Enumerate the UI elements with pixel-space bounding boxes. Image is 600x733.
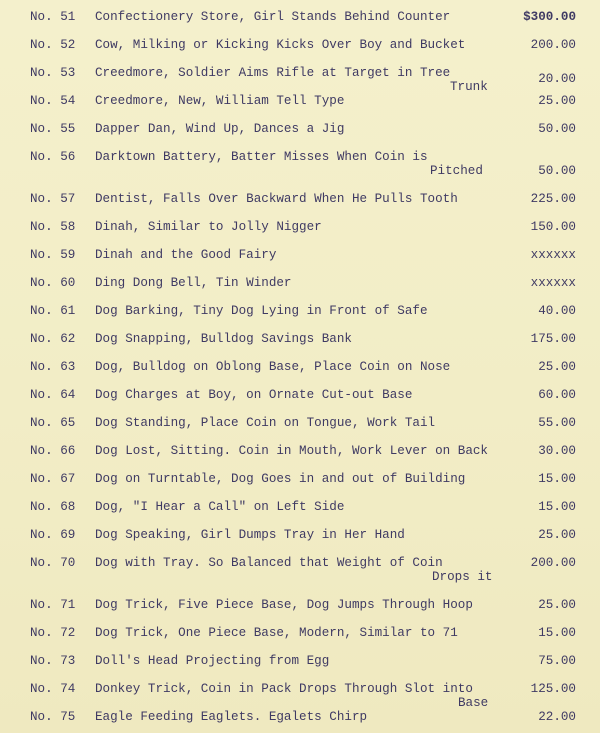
entry-price: 175.00 <box>530 332 576 346</box>
entry-description: Dog Trick, One Piece Base, Modern, Similar to 71 <box>95 626 458 640</box>
entry-description: Dog, "I Hear a Call" on Left Side <box>95 500 345 514</box>
entry-price: 225.00 <box>530 192 576 206</box>
entry-price: 15.00 <box>538 472 576 486</box>
entry-price: 15.00 <box>538 626 576 640</box>
entry-price: 25.00 <box>538 598 576 612</box>
entry-description: Donkey Trick, Coin in Pack Drops Through Slot into <box>95 682 473 696</box>
entry-price: xxxxxx <box>530 248 576 262</box>
entry-number: No. 55 <box>30 122 76 136</box>
entry-number: No. 51 <box>30 10 76 24</box>
entry-number: No. 65 <box>30 416 76 430</box>
entry-number: No. 64 <box>30 388 76 402</box>
entry-number: No. 57 <box>30 192 76 206</box>
entry-description: Cow, Milking or Kicking Kicks Over Boy and Bucket <box>95 38 466 52</box>
entry-description: Creedmore, Soldier Aims Rifle at Target in Tree <box>95 66 451 80</box>
entry-number: No. 58 <box>30 220 76 234</box>
entry-description-continuation: Trunk <box>450 80 488 94</box>
entry-price: 40.00 <box>538 304 576 318</box>
entry-description-continuation: Base <box>458 696 489 710</box>
entry-description: Ding Dong Bell, Tin Winder <box>95 276 292 290</box>
entry-number: No. 63 <box>30 360 76 374</box>
entry-price: 75.00 <box>538 654 576 668</box>
entry-price: 25.00 <box>538 360 576 374</box>
entry-price: 22.00 <box>538 710 576 724</box>
entry-number: No. 60 <box>30 276 76 290</box>
entry-description: Eagle Feeding Eaglets. Egalets Chirp <box>95 710 368 724</box>
entry-price: 30.00 <box>538 444 576 458</box>
entry-number: No. 74 <box>30 682 76 696</box>
entry-number: No. 72 <box>30 626 76 640</box>
entry-description: Dinah, Similar to Jolly Nigger <box>95 220 322 234</box>
entry-description: Dog Lost, Sitting. Coin in Mouth, Work Lever on Back <box>95 444 488 458</box>
entry-price: 50.00 <box>538 122 576 136</box>
entry-number: No. 73 <box>30 654 76 668</box>
entry-price: 200.00 <box>530 38 576 52</box>
entry-price: $300.00 <box>523 10 576 24</box>
entry-number: No. 67 <box>30 472 76 486</box>
entry-number: No. 56 <box>30 150 76 164</box>
entry-description: Dog Barking, Tiny Dog Lying in Front of Safe <box>95 304 428 318</box>
entry-description: Dog Speaking, Girl Dumps Tray in Her Hand <box>95 528 405 542</box>
entry-number: No. 66 <box>30 444 76 458</box>
entry-number: No. 59 <box>30 248 76 262</box>
entry-description: Dog Charges at Boy, on Ornate Cut-out Base <box>95 388 413 402</box>
entry-description: Dog Trick, Five Piece Base, Dog Jumps Through Hoop <box>95 598 473 612</box>
entry-number: No. 53 <box>30 66 76 80</box>
entry-description: Dapper Dan, Wind Up, Dances a Jig <box>95 122 345 136</box>
entry-price: 150.00 <box>530 220 576 234</box>
entry-description: Dentist, Falls Over Backward When He Pulls Tooth <box>95 192 458 206</box>
entry-description: Dog with Tray. So Balanced that Weight of Coin <box>95 556 443 570</box>
entry-description: Dog Standing, Place Coin on Tongue, Work Tail <box>95 416 436 430</box>
entry-description: Dog, Bulldog on Oblong Base, Place Coin on Nose <box>95 360 451 374</box>
entry-number: No. 70 <box>30 556 76 570</box>
entry-number: No. 71 <box>30 598 76 612</box>
entry-description: Confectionery Store, Girl Stands Behind Counter <box>95 10 451 24</box>
entry-price: 125.00 <box>530 682 576 696</box>
entry-price: 25.00 <box>538 94 576 108</box>
entry-price: 60.00 <box>538 388 576 402</box>
entry-number: No. 52 <box>30 38 76 52</box>
entry-number: No. 69 <box>30 528 76 542</box>
entry-description: Darktown Battery, Batter Misses When Coin is <box>95 150 428 164</box>
entry-description: Doll's Head Projecting from Egg <box>95 654 330 668</box>
entry-number: No. 54 <box>30 94 76 108</box>
entry-price: 55.00 <box>538 416 576 430</box>
entry-description-continuation: Drops it <box>432 570 493 584</box>
entry-price: 15.00 <box>538 500 576 514</box>
entry-price: 20.00 <box>538 72 576 86</box>
entry-price: 50.00 <box>538 164 576 178</box>
entry-number: No. 75 <box>30 710 76 724</box>
entry-price: 25.00 <box>538 528 576 542</box>
entry-description: Dog on Turntable, Dog Goes in and out of Building <box>95 472 466 486</box>
entry-price: 200.00 <box>530 556 576 570</box>
entry-description: Dog Snapping, Bulldog Savings Bank <box>95 332 352 346</box>
entry-description: Dinah and the Good Fairy <box>95 248 277 262</box>
entry-number: No. 62 <box>30 332 76 346</box>
entry-description: Creedmore, New, William Tell Type <box>95 94 345 108</box>
entry-price: xxxxxx <box>530 276 576 290</box>
entry-description-continuation: Pitched <box>430 164 483 178</box>
entry-number: No. 61 <box>30 304 76 318</box>
entry-number: No. 68 <box>30 500 76 514</box>
